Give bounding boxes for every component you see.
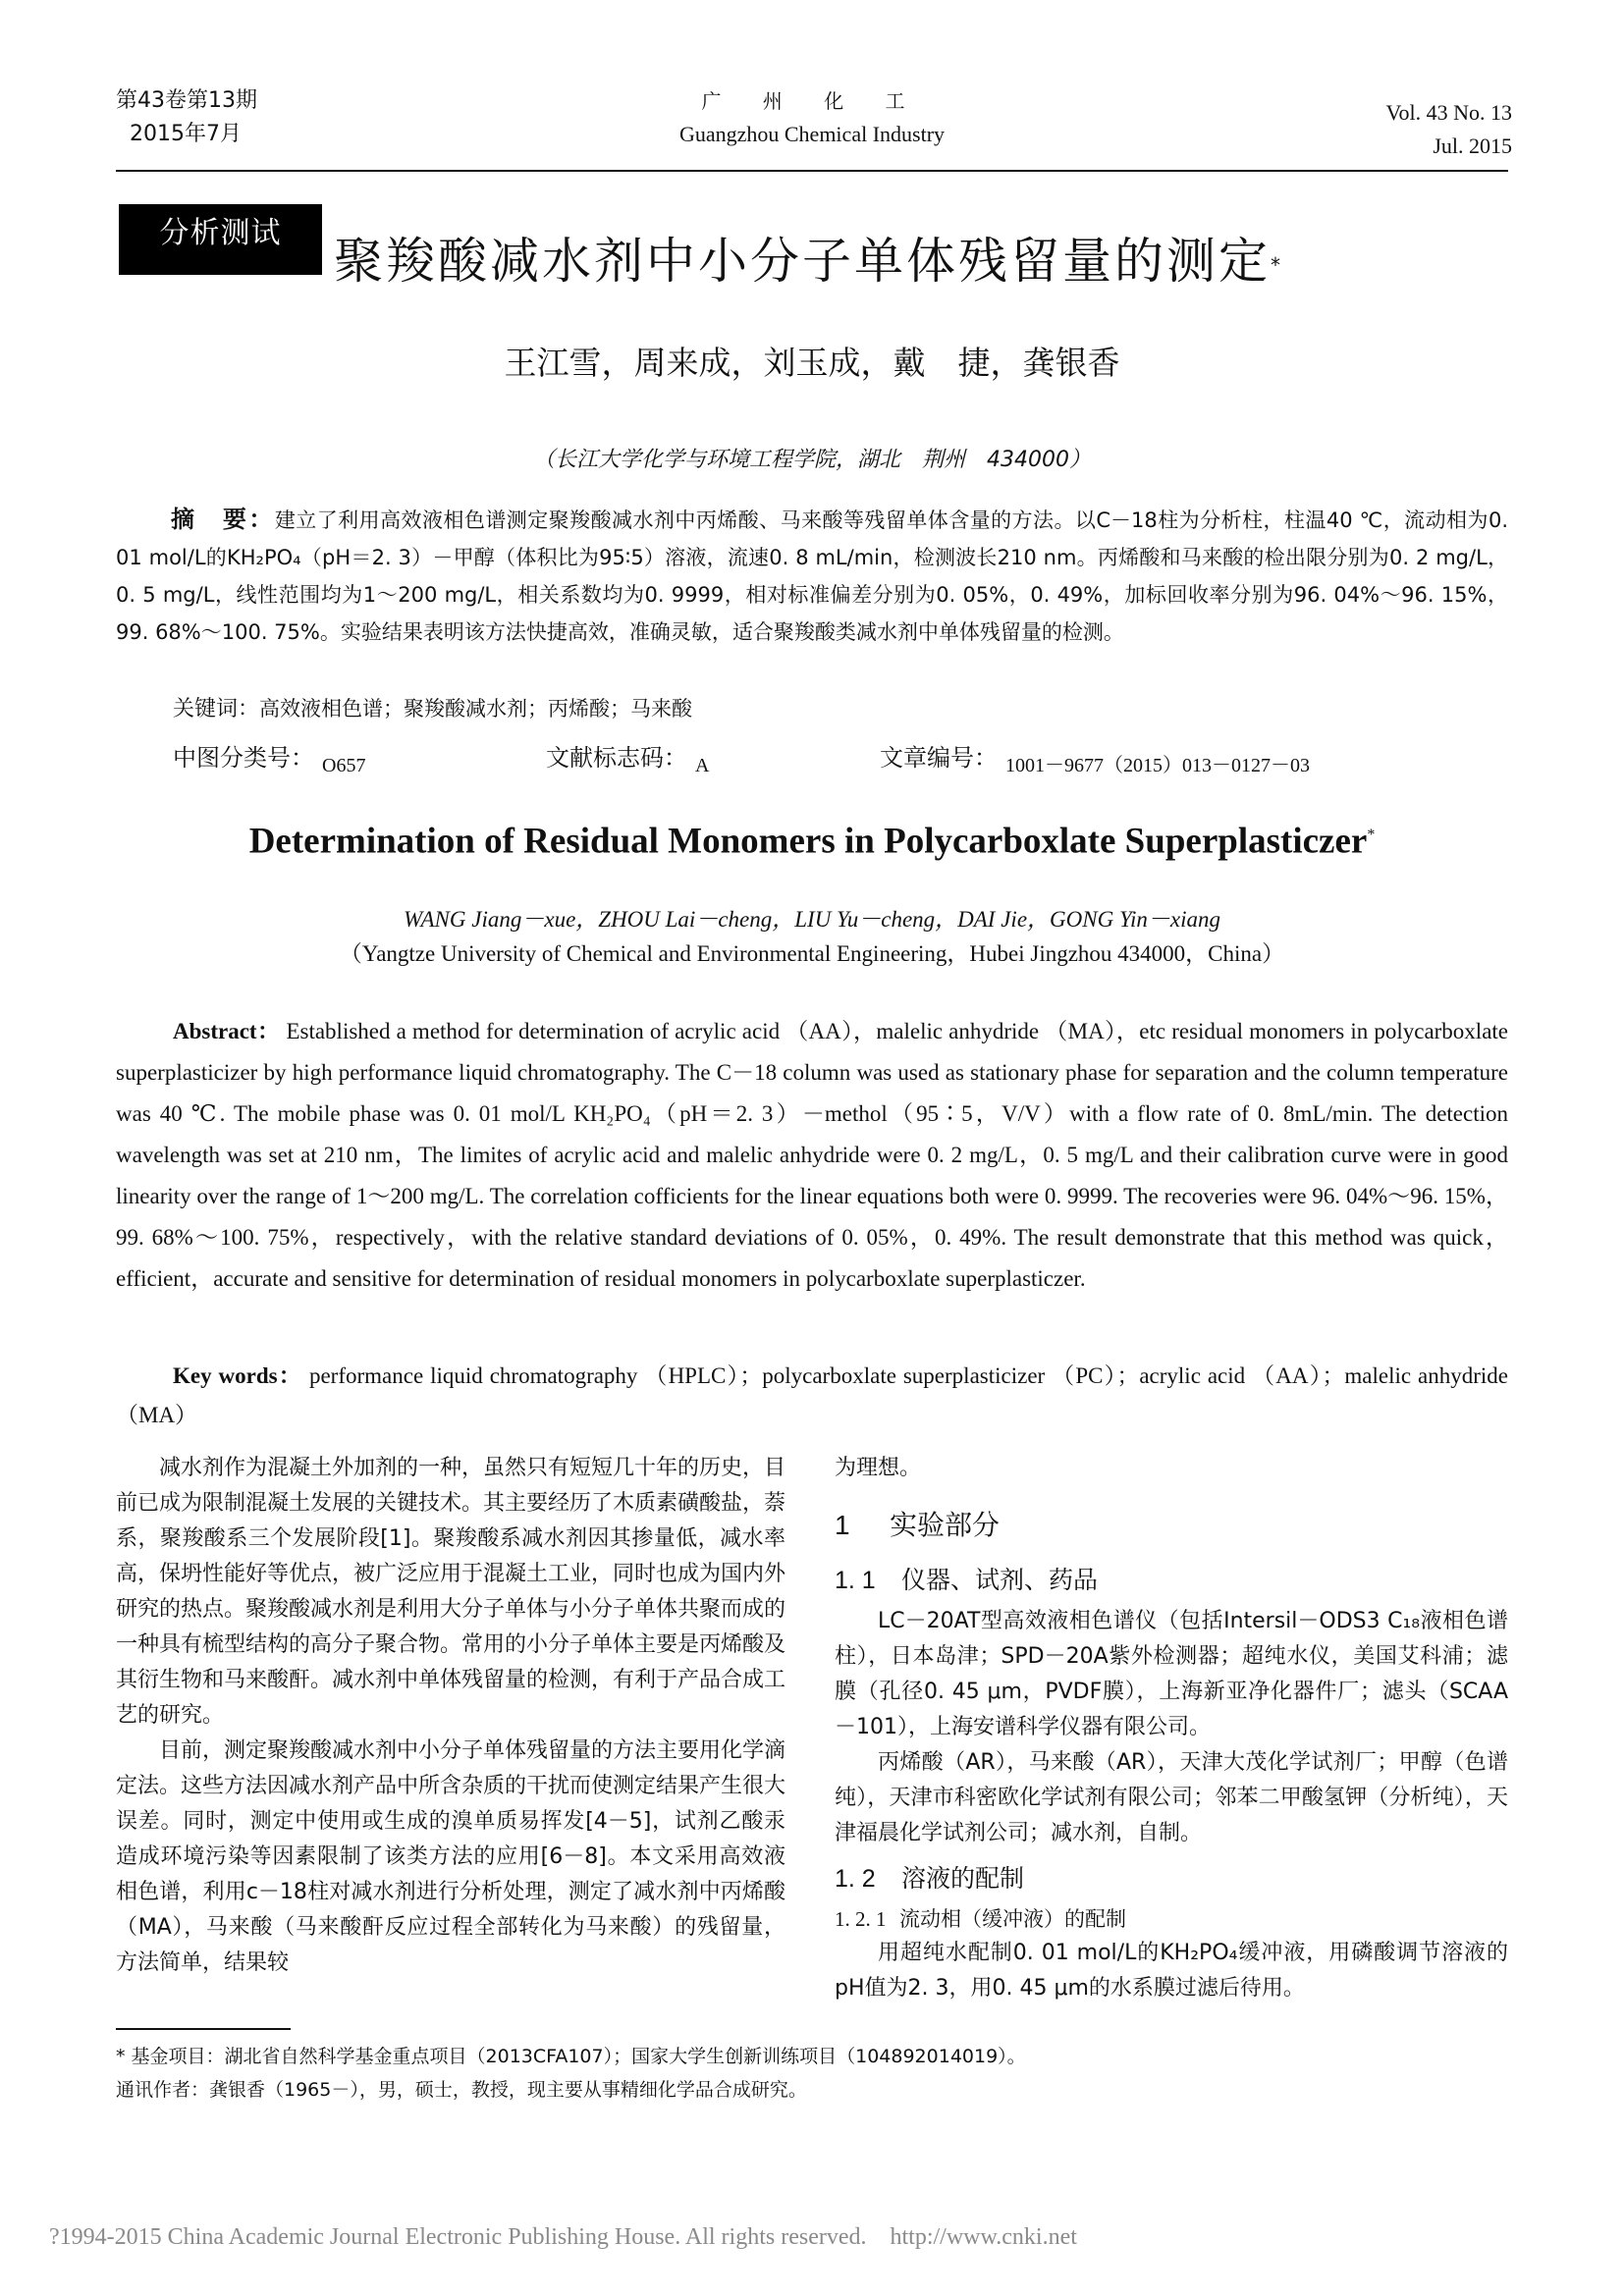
date-en: Jul. 2015 bbox=[1433, 133, 1512, 158]
cn-abstract-label: 摘 要： bbox=[171, 506, 275, 533]
section-heading-1-1 bbox=[835, 1557, 1508, 1604]
section-number: 1 bbox=[835, 1510, 850, 1540]
article-no-value: 1001－9677（2015）013－0127－03 bbox=[1005, 755, 1310, 776]
en-title-text: Determination of Residual Monomers in Polycarboxlate Superplasticzer bbox=[248, 821, 1368, 862]
article-no bbox=[880, 738, 1310, 779]
en-affiliation: （Yangtze University of Chemical and Environmental Engineering，Hubei Jingzhou 434000，China） bbox=[339, 941, 1285, 966]
section-title: 溶液的配制 bbox=[901, 1864, 1025, 1893]
body-left-column bbox=[116, 1451, 785, 1981]
cn-abstract bbox=[116, 501, 1508, 651]
cn-authors: 王江雪，周来成，刘玉成，戴 捷，龚银香 bbox=[504, 344, 1120, 382]
date-line: 2015年7月 bbox=[130, 122, 242, 146]
en-authors: WANG Jiang－xue，ZHOU Lai－cheng，LIU Yu－cheng，DAI Jie，GONG Yin－xiang bbox=[403, 907, 1221, 932]
section-heading-1 bbox=[835, 1500, 1508, 1551]
en-abstract bbox=[116, 1011, 1508, 1300]
cn-affiliation: （长江大学化学与环境工程学院，湖北 荆州 434000） bbox=[533, 448, 1091, 472]
cn-title bbox=[334, 230, 1283, 293]
section-heading-1-2-1 bbox=[835, 1902, 1508, 1936]
body-paragraph: 用超纯水配制0. 01 mol/L的KH₂PO₄缓冲液，用磷酸调节溶液的pH值为2. 3，用0. 45 μm的水系膜过滤后待用。 bbox=[835, 1941, 1508, 2001]
footnote-fund: * 基金项目：湖北省自然科学基金重点项目（2013CFA107）；国家大学生创新训练项目（104892014019）。 bbox=[116, 2046, 1026, 2067]
en-title bbox=[0, 811, 1624, 866]
cn-title-text: 聚羧酸减水剂中小分子单体残留量的测定 bbox=[334, 233, 1271, 290]
clc-label: 中图分类号： bbox=[173, 744, 314, 772]
section-number: 1. 2. 1 bbox=[835, 1907, 887, 1931]
footnotes bbox=[116, 2040, 1508, 2107]
cn-title-mark: * bbox=[1271, 253, 1283, 277]
en-abstract-text: Established a method for determination of acrylic acid （AA），malelic anhydride （MA），etc residual monomers in polycarboxlate superplasticizer by high performance liquid chromatography. The C－18 column was used as stationary phase for separation and the column temperature was 40 ℃. The mobile phase was 0. 01 mol/L KH₂PO₄（pH＝2. 3）－methol（95∶5，V/V）with a flow rate of 0. 8mL/min. The detection wavelength was set at 210 nm，The limites of acrylic acid and malelic anhydride were 0. 2 mg/L，0. 5 mg/L and their calibration curve were in good linearity over the range of 1～200 mg/L. The correlation cofficients for the linear equations both were 0. 9999. The recoveries were 96. 04%～96. 15%，99. 68%～100. 75%，respectively，with the relative standard deviations of 0. 05%，0. 49%. The result demonstrate that this method was quick，efficient，accurate and sensitive for determination of residual monomers in polycarboxlate superplasticzer. bbox=[116, 1019, 1509, 1291]
en-abstract-label: Abstract： bbox=[173, 1019, 281, 1043]
clc-value: O657 bbox=[322, 755, 366, 776]
en-title-mark: * bbox=[1367, 827, 1376, 843]
journal-name-en: Guangzhou Chemical Industry bbox=[678, 122, 946, 146]
section-heading-1-2 bbox=[835, 1855, 1508, 1902]
body-paragraph: LC－20AT型高效液相色谱仪（包括Intersil－ODS3 C₁₈液相色谱柱），日本岛津；SPD－20A紫外检测器；超纯水仪，美国艾科浦；滤膜（孔径0. 45 μm，PVDF膜），上海新亚净化器件厂；滤头（SCAA－101），上海安谱科学仪器有限公司。 bbox=[835, 1609, 1508, 1739]
volume-info bbox=[1316, 96, 1512, 163]
body-paragraph: 目前，测定聚羧酸减水剂中小分子单体残留量的方法主要用化学滴定法。这些方法因减水剂产品中所含杂质的干扰而使测定结果产生很大误差。同时，测定中使用或生成的溴单质易挥发[4－5]，试剂乙酸汞造成环境污染等因素限制了该类方法的应用[6－8]。本文采用高效液相色谱，利用c－18柱对减水剂进行分析处理，测定了减水剂中丙烯酸（MA），马来酸（马来酸酐反应过程全部转化为马来酸）的残留量，方法简单，结果较 bbox=[116, 1738, 786, 1975]
doc-code-label: 文献标志码： bbox=[546, 744, 687, 772]
doc-code-value: A bbox=[695, 755, 710, 776]
footnote-author: 通讯作者：龚银香（1965－），男，硕士，教授，现主要从事精细化学品合成研究。 bbox=[116, 2079, 807, 2101]
article-no-label: 文章编号： bbox=[880, 744, 998, 772]
volume-en: Vol. 43 No. 13 bbox=[1385, 100, 1512, 125]
en-keywords-text: performance liquid chromatography （HPLC）；polycarboxlate superplasticizer （PC）；acrylic acid （AA）；malelic anhydride （MA） bbox=[116, 1363, 1508, 1427]
section-number: 1. 2 bbox=[835, 1865, 876, 1893]
header-rule bbox=[116, 170, 1508, 172]
cn-keywords-label: 关键词： bbox=[173, 697, 260, 721]
en-keywords bbox=[116, 1357, 1508, 1435]
section-number: 1. 1 bbox=[835, 1567, 876, 1594]
clc bbox=[173, 738, 365, 779]
en-keywords-label: Key words： bbox=[173, 1363, 302, 1388]
section-title: 流动相（缓冲液）的配制 bbox=[899, 1907, 1126, 1931]
footnote-rule bbox=[116, 2028, 291, 2030]
body-paragraph: 减水剂作为混凝土外加剂的一种，虽然只有短短几十年的历史，目前已成为限制混凝土发展的关键技术。其主要经历了木质素磺酸盐，萘系，聚羧酸系三个发展阶段[1]。聚羧酸系减水剂因其掺量低，减水率高，保坍性能好等优点，被广泛应用于混凝土工业，同时也成为国内外研究的热点。聚羧酸减水剂是利用大分子单体与小分子单体共聚而成的一种具有梳型结构的高分子聚合物。常用的小分子单体主要是丙烯酸及其衍生物和马来酸酐。减水剂中单体残留量的检测，有利于产品合成工艺的研究。 bbox=[116, 1456, 786, 1728]
copyright-notice: ?1994-2015 China Academic Journal Electronic Publishing House. All rights reserved. http://www.cnki.net bbox=[49, 2224, 1077, 2250]
body-paragraph: 丙烯酸（AR），马来酸（AR），天津大茂化学试剂厂；甲醇（色谱纯），天津市科密欧化学试剂有限公司；邻苯二甲酸氢钾（分析纯），天津福晨化学试剂公司；减水剂，自制。 bbox=[835, 1750, 1508, 1845]
cn-abstract-text: 建立了利用高效液相色谱测定聚羧酸减水剂中丙烯酸、马来酸等残留单体含量的方法。以C－18柱为分析柱，柱温40 ℃，流动相为0. 01 mol/L的KH₂PO₄（pH＝2. 3）－甲醇（体积比为95∶5）溶液，流速0. 8 mL/min，检测波长210 nm。丙烯酸和马来酸的检出限分别为0. 2 mg/L，0. 5 mg/L，线性范围均为1～200 mg/L，相关系数均为0. 9999，相对标准偏差分别为0. 05%，0. 49%，加标回收率分别为96. 04%～96. 15%，99. 68%～100. 75%。实验结果表明该方法快捷高效，准确灵敏，适合聚羧酸类减水剂中单体残留量的检测。 bbox=[116, 508, 1509, 644]
column-tag: 分析测试 bbox=[119, 204, 322, 275]
body-right-column bbox=[835, 1451, 1508, 2006]
cn-keywords bbox=[173, 691, 692, 727]
cn-keywords-text: 高效液相色谱；聚羧酸减水剂；丙烯酸；马来酸 bbox=[259, 697, 693, 721]
doc-code bbox=[546, 738, 709, 779]
journal-name-cn: 广 州 化 工 bbox=[701, 89, 923, 113]
section-title: 仪器、试剂、药品 bbox=[901, 1566, 1099, 1594]
section-title: 实验部分 bbox=[890, 1509, 1001, 1541]
issue-line: 第43卷第13期 bbox=[116, 88, 257, 113]
body-paragraph-continuation: 为理想。 bbox=[835, 1456, 922, 1480]
